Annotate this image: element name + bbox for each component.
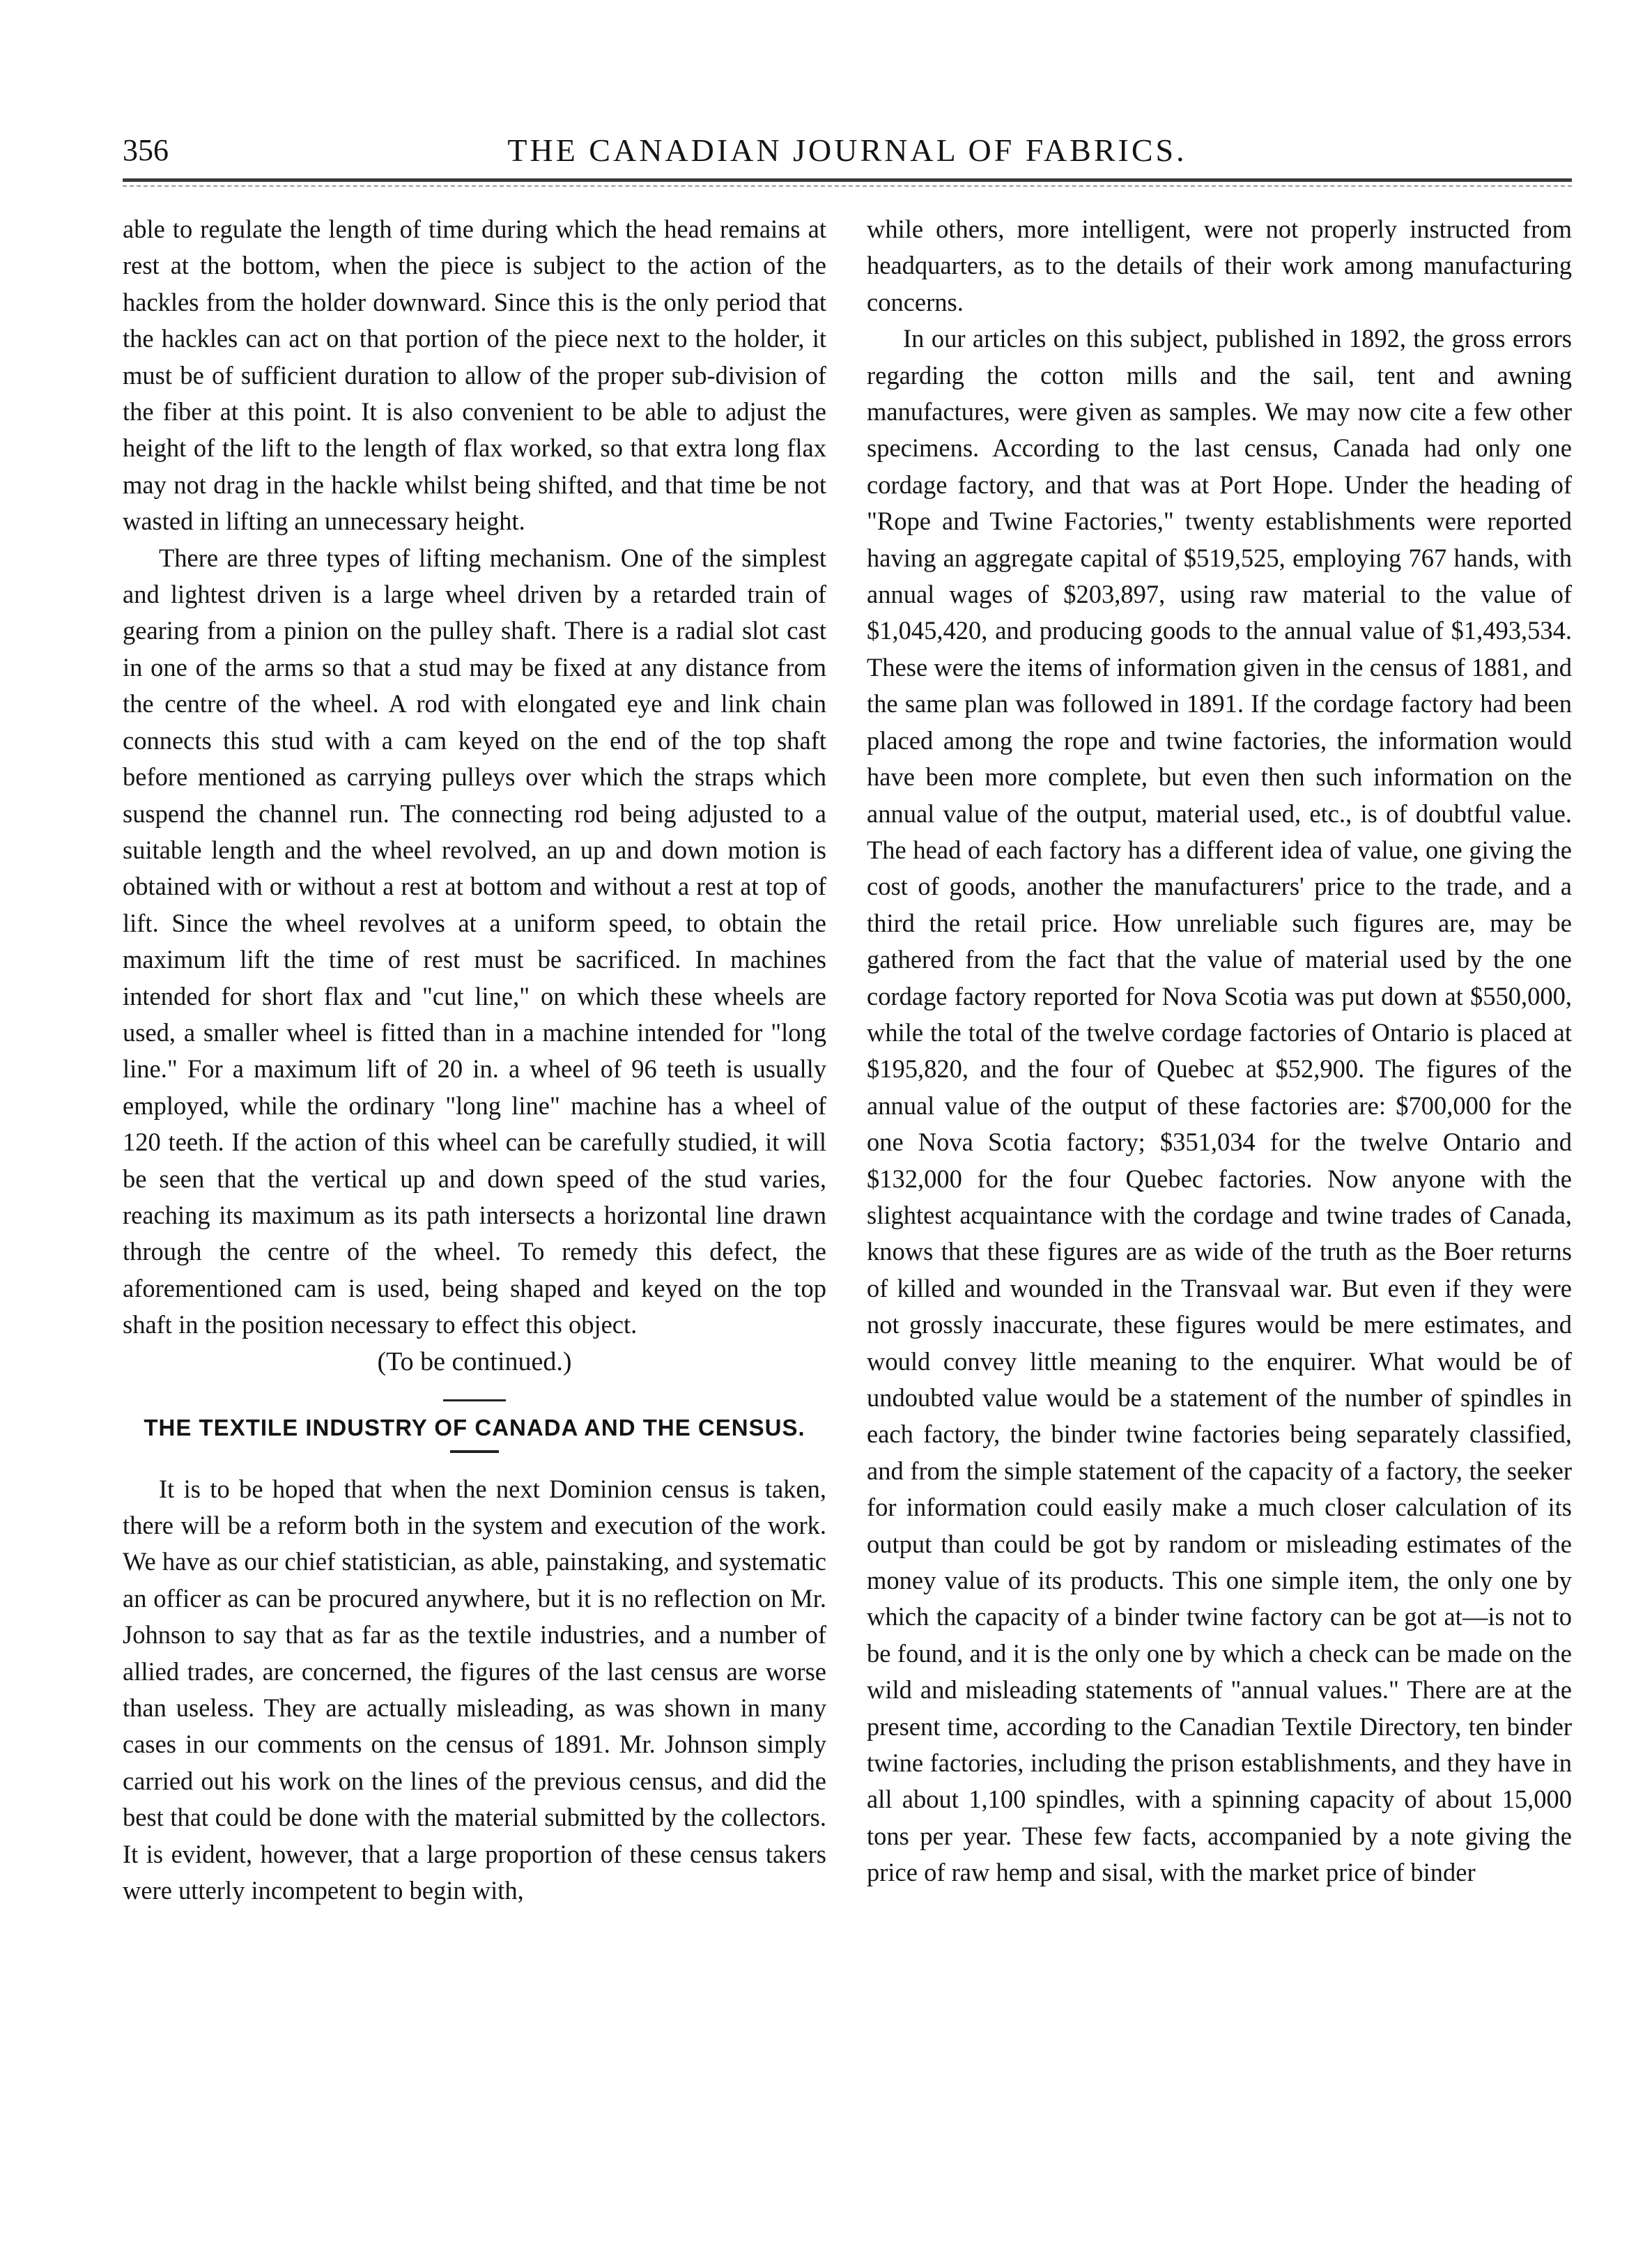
right-column: [867, 211, 1572, 1891]
section-heading: THE TEXTILE INDUSTRY OF CANADA AND THE CENSUS.: [144, 1414, 805, 1440]
article-paragraph: able to regulate the length of time during which the head remains at rest at the bottom, when the piece is subject to the action of the hackles from the holder downward. Since this is the only period that the hackles can act on that portion of the piece next to the holder, it must be of sufficient duration to allow of the proper sub-division of the fiber at this point. It is also convenient to be able to adjust the height of the lift to the length of flax worked, so that extra long flax may not drag in the hackle whilst being shifted, and that time be not wasted in lifting an unnecessary height.: [123, 215, 826, 536]
section-divider: [443, 1399, 506, 1401]
article-paragraph: There are three types of lifting mechanism. One of the simplest and lightest driven is a large wheel driven by a retarded train of gearing from a pinion on the pulley shaft. There is a radial slot cast in one of the arms so that a stud may be fixed at any distance from the centre of the wheel. A rod with elongated eye and link chain connects this stud with a cam keyed on the end of the top shaft before mentioned as carrying pulleys over which the straps which suspend the channel run. The connecting rod being adjusted to a suitable length and the wheel revolved, an up and down motion is obtained with or without a rest at bottom and without a rest at top of lift. Since the wheel revolves at a uniform speed, to obtain the maximum lift the time of rest must be sacrificed. In machines intended for short flax and "cut line," on which these wheels are used, a smaller wheel is fitted than in a machine intended for "long line." For a maximum lift of 20 in. a wheel of 96 teeth is usually employed, while the ordinary "long line" machine has a wheel of 120 teeth. If the action of this wheel can be carefully studied, it will be seen that the vertical up and down speed of the stud varies, reaching its maximum as its path intersects a horizontal line drawn through the centre of the wheel. To remedy this defect, the aforementioned cam is used, being shaped and keyed on the top shaft in the position necessary to effect this object.: [123, 543, 826, 1339]
header-rule: [123, 178, 1572, 182]
article-paragraph: In our articles on this subject, published in 1892, the gross errors regarding the cotton mills and the sail, tent and awning manufactures, were given as samples. We may now cite a few other specimens. According to the last census, Canada had only one cordage factory, and that was at Port Hope. Under the heading of "Rope and Twine Factories," twenty establishments were reported having an aggregate capital of $519,525, employing 767 hands, with annual wages of $203,897, using raw material to the value of $1,045,420, and producing goods to the annual value of $1,493,534. These were the items of information given in the census of 1881, and the same plan was followed in 1891. If the cordage factory had been placed among the rope and twine factories, the information would have been more complete, but even then such information on the annual value of the output, material used, etc., is of doubtful value. The head of each factory has a different idea of value, one giving the cost of goods, another the manufacturers' price to the trade, and a third the retail price. How unreliable such figures are, may be gathered from the fact that the value of material used by the one cordage factory reported for Nova Scotia was put down at $550,000, while the total of the twelve cordage factories of Ontario is placed at $195,820, and the four of Quebec at $52,900. The figures of the annual value of the output of these factories are: $700,000 for the one Nova Scotia factory; $351,034 for the twelve Ontario and $132,000 for the four Quebec factories. Now anyone with the slightest acquaintance with the cordage and twine trades of Canada, knows that these figures are as wide of the truth as the Boer returns of killed and wounded in the Transvaal war. But even if they were not grossly inaccurate, these figures would be mere estimates, and would convey little meaning to the enquirer. What would be of undoubted value would be a statement of the number of spindles in each factory, the binder twine factories being separately classified, and from the simple statement of the capacity of a factory, the seeker for information could easily make a much closer calculation of its output than could be got by random or misleading estimates of the money value of its products. This one simple item, the only one by which the capacity of a binder twine factory can be got at—is not to be found, and it is the only one by which a check can be made on the wild and misleading statements of "annual values." There are at the present time, according to the Canadian Textile Directory, ten binder twine factories, including the prison establishments, and they have in all about 1,100 spindles, with a spinning capacity of about 15,000 tons per year. These few facts, accompanied by a note giving the price of raw hemp and sisal, with the market price of binder: [867, 324, 1572, 1887]
article-paragraph: while others, more intelligent, were not properly instructed from headquarters, as to the details of their work among manufacturing concerns.: [867, 215, 1572, 316]
continued-note: (To be continued.): [377, 1346, 572, 1376]
article-paragraph: It is to be hoped that when the next Dominion census is taken, there will be a reform both in the system and execution of the work. We have as our chief statistician, as able, painstaking, and systematic an officer as can be procured anywhere, but it is no reflection on Mr. Johnson to say that as far as the textile industries, and a number of allied trades, are concerned, the figures of the last census are worse than useless. They are actually misleading, as was shown in many cases in our comments on the census of 1891. Mr. Johnson simply carried out his work on the lines of the previous census, and did the best that could be done with the material submitted by the collectors. It is evident, however, that a large proportion of these census takers were utterly incompetent to begin with,: [123, 1474, 826, 1905]
page-number: 356: [123, 133, 169, 167]
running-title: THE CANADIAN JOURNAL OF FABRICS.: [507, 132, 1187, 168]
left-column: [123, 211, 826, 1909]
heading-underline: [450, 1450, 499, 1453]
page-header: [123, 130, 1572, 171]
header-rule-dashed: [123, 185, 1572, 187]
